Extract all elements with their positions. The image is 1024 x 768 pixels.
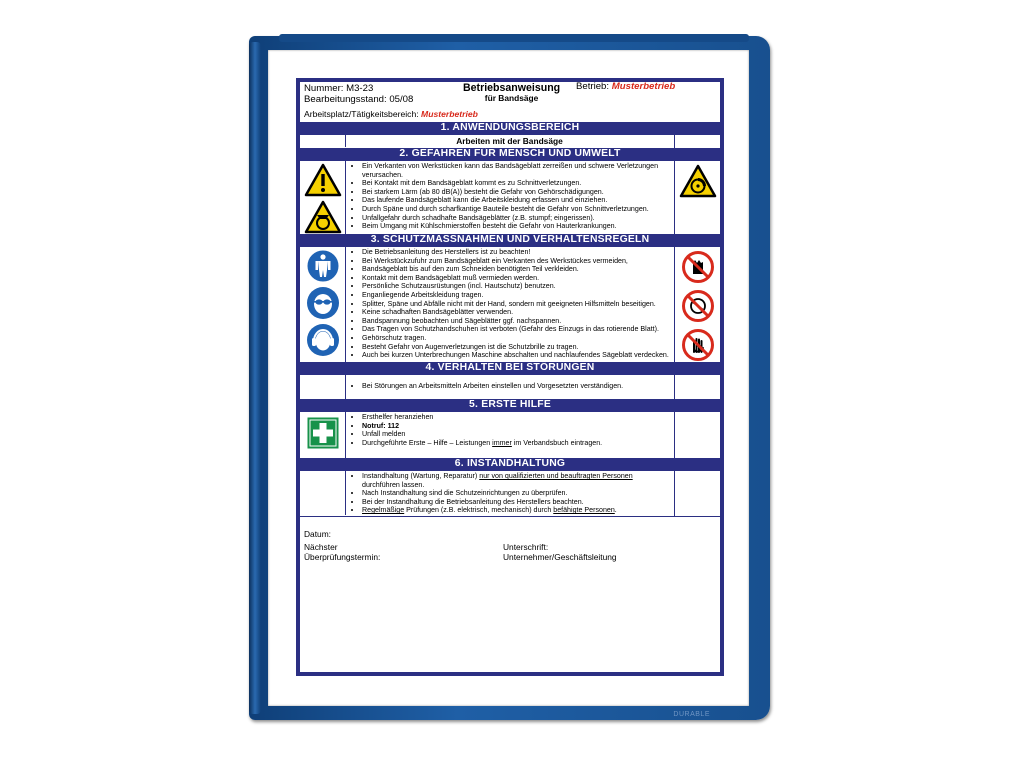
next-review-label-line2: Überprüfungstermin:: [304, 551, 381, 562]
section-3-prohibition-icons: [674, 247, 720, 362]
section-5-row: [300, 411, 720, 458]
list-item: • Beim Umgang mit Kühlschmierstoffen besteht die Gefahr von Hauterkrankungen.: [362, 222, 671, 231]
list-item: • Bandspannung beobachten und Sägeblätter ggf. nachspannen.: [362, 317, 671, 326]
safety-goggles-icon: [306, 286, 340, 320]
hazard-list: [348, 162, 671, 231]
list-item: • Bei starkem Lärm (ab 80 dB(A)) besteht die Gefahr von Gehörschädigungen.: [362, 188, 671, 197]
protective-clothing-icon: [306, 249, 340, 283]
signature-footer: [300, 516, 720, 602]
list-item: • Bei Werkstückzufuhr zum Bandsägeblatt ein Verkanten des Werkstückes vermeiden,: [362, 257, 671, 266]
section-4-right-cell: [674, 375, 720, 399]
section-2-title: 2. GEFAHREN FÜR MENSCH UND UMWELT: [300, 148, 720, 160]
document-number: Nummer: M3-23: [304, 83, 374, 94]
company-label: Betrieb:: [576, 81, 610, 92]
section-6-row: [300, 470, 720, 516]
list-item: [362, 439, 671, 448]
section-5-right-cell: [674, 412, 720, 458]
list-item: • Unfall melden: [362, 430, 671, 439]
list-item: • Auch bei kurzen Unterbrechungen Maschine abschalten und nachlaufendes Sägeblatt verdecken.: [362, 351, 671, 360]
section-1-title: 1. ANWENDUNGSBEREICH: [300, 122, 720, 134]
frame-top-rail: [279, 34, 749, 42]
section-3-title: 3. SCHUTZMASSNAHMEN UND VERHALTENSREGELN: [300, 234, 720, 246]
list-item-emphasis: immer: [492, 438, 512, 447]
frame-hinge: [249, 42, 261, 714]
section-2-right-icons: [674, 161, 720, 234]
document-sheet: [268, 50, 749, 706]
document-title: Betriebsanweisung: [463, 82, 561, 94]
section-5-list-cell: [346, 412, 674, 458]
display-panel-frame: [249, 36, 770, 720]
list-item: • Unfallgefahr durch schadhafte Bandsägeblätter (z.B. stumpf; eingerissen).: [362, 214, 671, 223]
section-4-list-cell: [346, 375, 674, 399]
section-6-list-cell: [346, 471, 674, 516]
section-3-list-cell: [346, 247, 674, 362]
workplace-label: Arbeitsplatz/Tätigkeitsbereich:: [304, 109, 419, 119]
section-4-left-cell: [300, 375, 346, 399]
date-label: Datum:: [304, 528, 331, 539]
document-number-block: [304, 84, 413, 105]
document-subtitle: für Bandsäge: [484, 93, 539, 103]
section-6-right-cell: [674, 471, 720, 516]
warning-triangle-icon: [304, 163, 342, 197]
list-item: • Gehörschutz tragen.: [362, 334, 671, 343]
signature-label: Unterschrift:: [503, 541, 549, 552]
operating-instructions: [296, 78, 724, 676]
section-4-title: 4. VERHALTEN BEI STÖRUNGEN: [300, 362, 720, 374]
no-loose-clothing-icon: [681, 289, 715, 323]
workplace-value: Musterbetrieb: [421, 109, 478, 119]
list-item: • Nach Instandhaltung sind die Schutzeinrichtungen zu überprüfen.: [362, 489, 671, 498]
list-item: • Keine schadhaften Bandsägeblätter verwenden.: [362, 308, 671, 317]
document-title-block: [463, 83, 560, 103]
company-field: [576, 83, 675, 92]
no-hand-icon: [681, 328, 715, 362]
list-item-emphasis: befähigte Personen: [553, 506, 615, 515]
section-6-title: 6. INSTANDHALTUNG: [300, 458, 720, 470]
list-item: • Bei Störungen an Arbeitsmitteln Arbeiten einstellen und Vorgesetzten verständigen.: [362, 382, 671, 391]
entanglement-hazard-icon: [679, 164, 717, 198]
list-item: • Durch Späne und durch scharfkantige Bauteile besteht die Gefahr von Schnittverletzungen.: [362, 205, 671, 214]
section-5-icons: [300, 412, 346, 458]
list-item: • Bei Kontakt mit dem Bandsägeblatt kommt es zu Schnittverletzungen.: [362, 179, 671, 188]
list-item: • Notruf: 112: [362, 422, 671, 431]
no-gloves-icon: [681, 250, 715, 284]
list-item: [362, 472, 671, 489]
first-aid-icon: [306, 416, 340, 450]
list-item: • Besteht Gefahr von Augenverletzungen ist die Schutzbrille zu tragen.: [362, 343, 671, 352]
section-1-text: Arbeiten mit der Bandsäge: [456, 136, 563, 146]
frame-brand-logo: DURABLE: [673, 711, 710, 718]
section-3-icons: [300, 247, 346, 362]
cut-hazard-icon: [304, 200, 342, 234]
section-4-row: [300, 374, 720, 399]
list-item: • Das laufende Bandsägeblatt kann die Arbeitskleidung erfassen und einziehen.: [362, 196, 671, 205]
section-6-left-cell: [300, 471, 346, 515]
section-2-list-cell: [346, 161, 674, 234]
list-item: • Splitter, Späne und Abfälle nicht mit der Hand, sondern mit geeigneten Hilfsmitteln beseitigen.: [362, 300, 671, 309]
list-item: • Bei der Instandhaltung die Betriebsanleitung des Herstellers beachten.: [362, 498, 671, 507]
first-aid-list: [348, 413, 671, 447]
signature-role-label: Unternehmer/Geschäftsleitung: [503, 551, 617, 562]
list-item-emphasis: Regelmäßige: [362, 506, 405, 515]
list-item-text: Instandhaltung (Wartung, Reparatur): [362, 472, 480, 480]
next-review-label-line1: Nächster: [304, 541, 338, 552]
company-value: Musterbetrieb: [611, 81, 676, 92]
document-header: [300, 82, 720, 122]
list-item-text: Prüfungen (z.B. elektrisch, mechanisch) durch: [404, 506, 554, 515]
list-item: • Das Tragen von Schutzhandschuhen ist verboten (Gefahr des Einzugs in das rotierende Blatt).: [362, 325, 671, 334]
section-1-row: [300, 134, 720, 148]
list-item: • Ersthelfer heranziehen: [362, 413, 671, 422]
list-item-text: durchführen lassen.: [362, 480, 425, 489]
list-item: • Bandsägeblatt bis auf den zum Schneiden benötigten Teil verkleiden.: [362, 265, 671, 274]
list-item: • Die Betriebsanleitung des Herstellers ist zu beachten!: [362, 248, 671, 257]
list-item-text: Durchgeführte Erste – Hilfe – Leistungen: [362, 438, 493, 447]
malfunction-list: [348, 382, 671, 391]
section-1-left-cell: [300, 135, 346, 147]
maintenance-list: [348, 472, 671, 515]
section-2-icons: [300, 161, 346, 234]
list-item: • Ein Verkanten von Werkstücken kann das Bandsägeblatt zerreißen und schwere Verletzungen verursachen.: [362, 162, 671, 179]
section-1-right-cell: [674, 135, 720, 148]
section-2-row: [300, 160, 720, 234]
list-item-emphasis: nur von qualifizierten und beauftragten Personen: [479, 472, 633, 480]
section-5-title: 5. ERSTE HILFE: [300, 399, 720, 411]
list-item: • Enganliegende Arbeitskleidung tragen.: [362, 291, 671, 300]
list-item-text: .: [614, 506, 617, 515]
workplace-field: [304, 110, 478, 119]
section-3-row: [300, 246, 720, 362]
document-edition: Bearbeitungsstand: 05/08: [304, 93, 414, 105]
list-item: [362, 506, 671, 515]
ear-protection-icon: [306, 323, 340, 357]
measures-list: [348, 248, 671, 360]
list-item: • Persönliche Schutzausrüstungen (incl. Hautschutz) benutzen.: [362, 282, 671, 291]
list-item-text: im Verbandsbuch eintragen.: [511, 438, 603, 447]
list-item: • Kontakt mit dem Bandsägeblatt muß vermieden werden.: [362, 274, 671, 283]
